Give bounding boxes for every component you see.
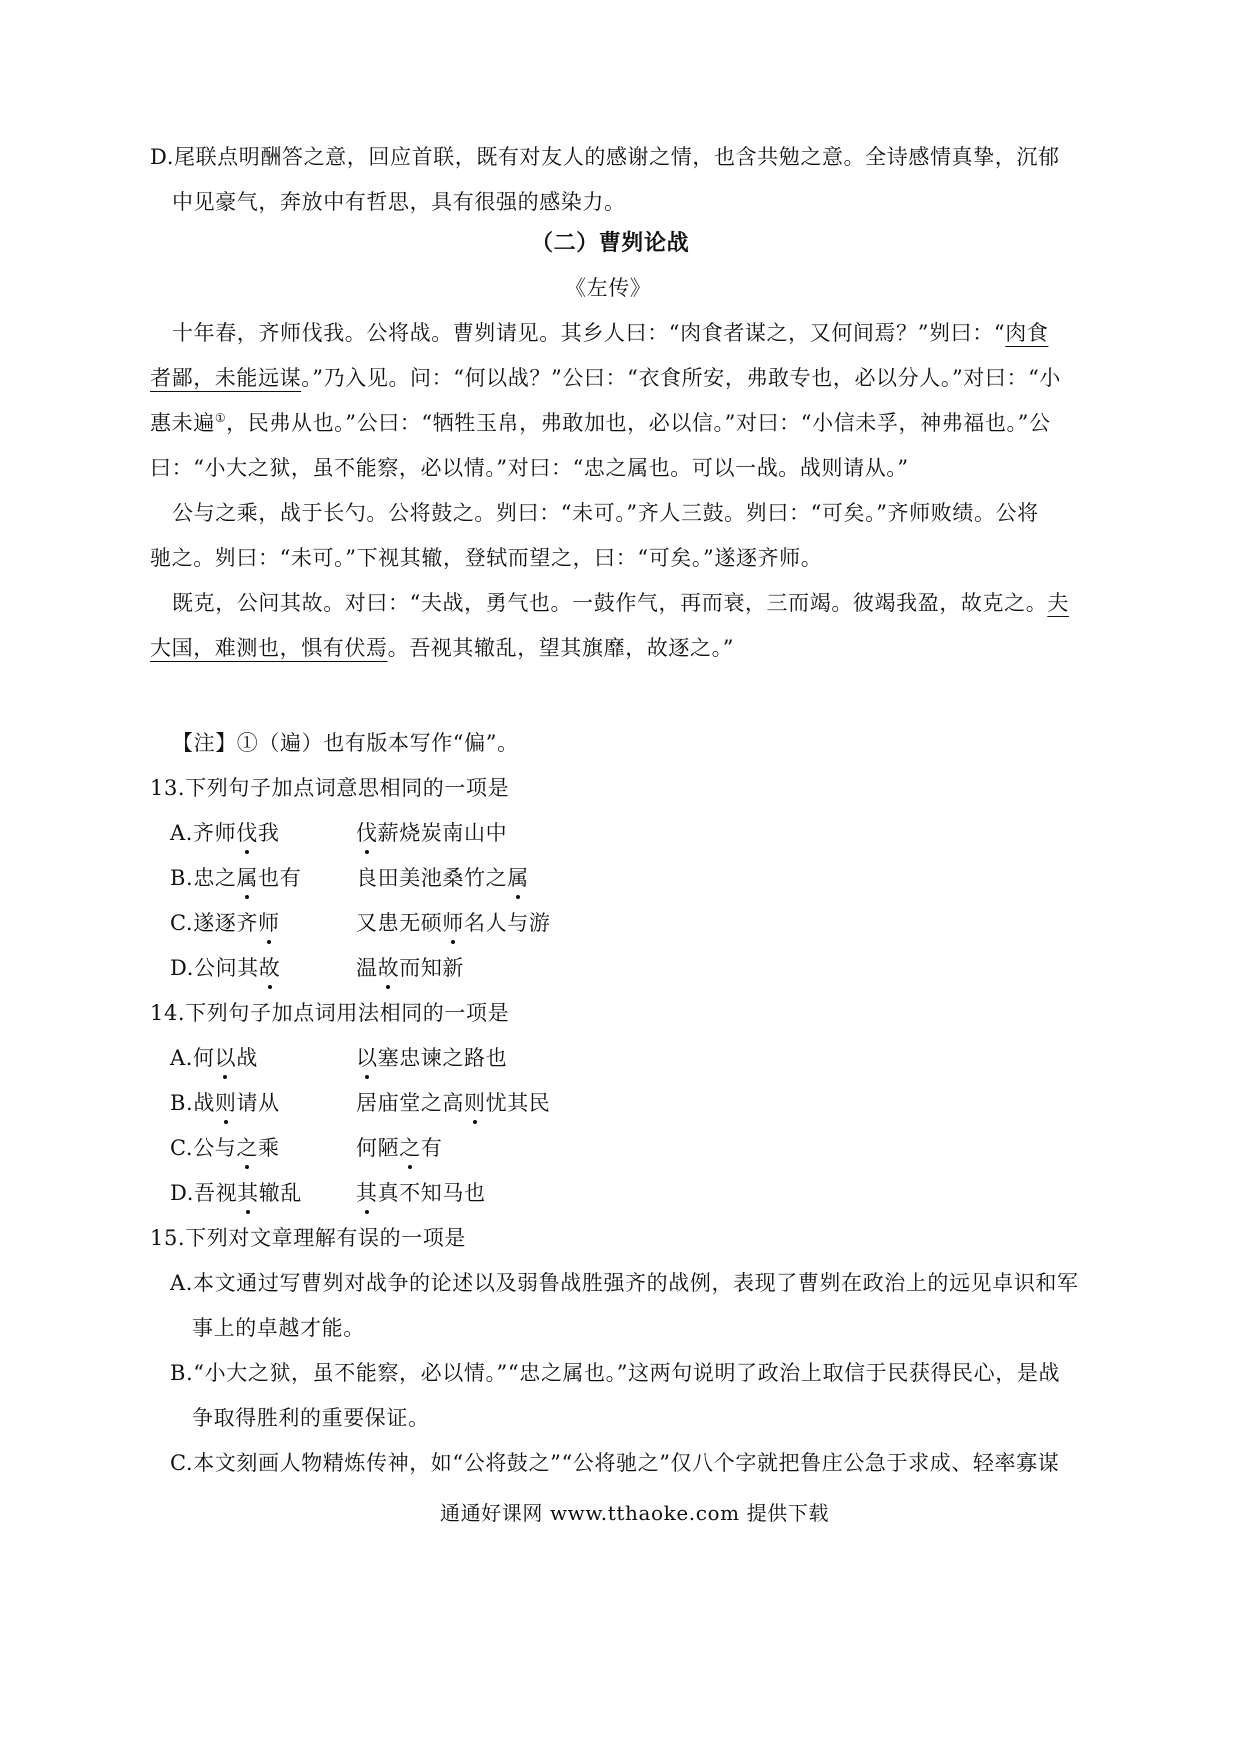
text-span: 。”乃入见。问：“何以战？”公曰：“衣食所安，弗敢专也，必以分人。”对曰：“小	[301, 366, 1062, 390]
text-span: 何	[193, 1046, 215, 1070]
passage-source: 《左传》	[565, 276, 652, 300]
text-span: 名人与游	[464, 911, 551, 935]
dotted-word: 故	[378, 953, 400, 983]
dotted-word: 则	[464, 1088, 486, 1118]
option-label: C.	[170, 1136, 194, 1160]
option-label: A.	[170, 1046, 194, 1070]
passage-p1-line2	[150, 363, 1061, 393]
dotted-word: 以	[215, 1043, 237, 1073]
text-span: 又患无硕	[356, 911, 443, 935]
underlined-text: 肉食	[1005, 321, 1049, 345]
text-span: 公问其	[193, 956, 259, 980]
text-span: 惠未遍	[150, 411, 215, 435]
text-span: 既克，公问其故。对曰：“夫战，勇气也。一鼓作气，再而衰，三而竭。彼竭我盈，故克之。	[172, 591, 1048, 615]
passage-p1-line3	[150, 408, 1051, 438]
text-span: 乘	[258, 1136, 280, 1160]
prev-option-d-line2: 中见豪气，奔放中有哲思，具有很强的感染力。	[172, 190, 626, 214]
text-span: 战	[236, 1046, 258, 1070]
q14-stem: 14.下列句子加点词用法相同的一项是	[150, 1001, 510, 1025]
option-right-phrase	[356, 818, 507, 848]
passage-p1-line1	[172, 318, 1048, 348]
option-label: C.	[170, 911, 194, 935]
text-span: 忠之	[193, 866, 237, 890]
text-span: 遂逐齐	[193, 911, 259, 935]
q15-stem: 15.下列对文章理解有误的一项是	[150, 1226, 466, 1250]
dotted-word: 则	[215, 1088, 237, 1118]
q13-stem: 13.下列句子加点词意思相同的一项是	[150, 776, 510, 800]
dotted-word: 伐	[356, 818, 378, 848]
option-right-phrase	[356, 1043, 507, 1073]
text-span: 温	[356, 956, 378, 980]
option-label: D.	[170, 956, 194, 980]
text-span: ，民弗从也。”公曰：“牺牲玉帛，弗敢加也，必以信。”对曰：“小信未孚，神弗福也。”公	[226, 411, 1051, 435]
option-left-phrase	[170, 1088, 280, 1118]
dotted-word: 其	[356, 1178, 378, 1208]
q15-option-a-line2: 事上的卓越才能。	[192, 1316, 365, 1340]
option-left-phrase	[170, 863, 301, 893]
passage-p1-line4: 曰：“小大之狱，虽不能察，必以情。”对曰：“忠之属也。可以一战。战则请从。”	[150, 456, 909, 480]
text-span: 有	[420, 1136, 443, 1160]
option-label: A.	[170, 821, 194, 845]
text-span: 公与	[193, 1136, 237, 1160]
q15-option-b-line1: B.“小大之狱，虽不能察，必以情。”“忠之属也。”这两句说明了政治上取信于民获得民心，是战	[170, 1361, 1061, 1385]
q15-option-b-line2: 争取得胜利的重要保证。	[192, 1406, 430, 1430]
text-span: 忧其民	[485, 1091, 551, 1115]
text-span: 十年春，齐师伐我。公将战。曹刿请见。其乡人曰：“肉食者谋之，又何间焉？”刿曰：“	[172, 321, 1006, 345]
passage-note: 【注】①（遍）也有版本写作“偏”。	[172, 731, 519, 755]
option-left-phrase	[170, 1133, 280, 1163]
text-span: 居庙堂之高	[356, 1091, 464, 1115]
dotted-word: 师	[258, 908, 280, 938]
text-span: 良田美池桑竹之	[356, 866, 508, 890]
option-right-phrase	[356, 1133, 442, 1163]
prev-option-d-line1: D.尾联点明酬答之意，回应首联，既有对友人的感谢之情，也含共勉之意。全诗感情真挚，沉郁	[150, 145, 1060, 169]
text-span: 辙乱	[258, 1181, 302, 1205]
dotted-word: 故	[259, 953, 281, 983]
option-left-phrase	[170, 1178, 302, 1208]
text-span: 。吾视其辙乱，望其旗靡，故逐之。”	[387, 636, 735, 660]
underlined-text: 夫	[1047, 591, 1069, 615]
dotted-word: 之	[236, 1133, 258, 1163]
option-left-phrase	[170, 908, 280, 938]
q15-option-c-line1: C.本文刻画人物精炼传神，如“公将鼓之”“公将驰之”仅八个字就把鲁庄公急于求成、轻率寡谋	[170, 1451, 1060, 1475]
text-span: 真不知马也	[377, 1181, 486, 1205]
dotted-word: 之	[399, 1133, 421, 1163]
underlined-text: 大国，难测也，惧有伏焉	[150, 636, 388, 660]
option-label: B.	[170, 1091, 194, 1115]
dotted-word: 师	[442, 908, 464, 938]
dotted-word: 以	[356, 1043, 378, 1073]
passage-title: （二）曹刿论战	[531, 230, 690, 256]
text-span: 请从	[236, 1091, 280, 1115]
dotted-word: 其	[237, 1178, 259, 1208]
option-left-phrase	[170, 818, 279, 848]
text-span: 塞忠谏之路也	[377, 1046, 508, 1070]
dotted-word: 属	[237, 863, 259, 893]
text-span: 薪烧炭南山中	[377, 821, 508, 845]
passage-p3-line2	[150, 633, 734, 663]
footnote-marker: ①	[214, 411, 227, 425]
text-span: 战	[193, 1091, 215, 1115]
q15-option-a-line1: A.本文通过写曹刿对战争的论述以及弱鲁战胜强齐的战例，表现了曹刿在政治上的远见卓识和军	[170, 1271, 1079, 1295]
option-left-phrase	[170, 953, 280, 983]
passage-p2-line1: 公与之乘，战于长勺。公将鼓之。刿曰：“未可。”齐人三鼓。刿曰：“可矣。”齐师败绩。公将	[172, 501, 1039, 525]
option-right-phrase	[356, 1088, 550, 1118]
page-footer: 通通好课网 www.tthaoke.com 提供下载	[440, 1501, 830, 1525]
dotted-word: 属	[507, 863, 529, 893]
text-span: 而知新	[399, 956, 465, 980]
option-right-phrase	[356, 863, 529, 893]
underlined-text: 者鄙，未能远谋	[150, 366, 302, 390]
option-left-phrase	[170, 1043, 258, 1073]
option-right-phrase	[356, 1178, 486, 1208]
option-label: D.	[170, 1181, 194, 1205]
option-label: B.	[170, 866, 194, 890]
text-span: 我	[257, 821, 280, 845]
text-span: 齐师	[193, 821, 237, 845]
dotted-word: 伐	[236, 818, 258, 848]
option-right-phrase	[356, 908, 550, 938]
passage-p2-line2: 驰之。刿曰：“未可。”下视其辙，登轼而望之，曰：“可矣。”遂逐齐师。	[150, 546, 823, 570]
text-span: 何陋	[356, 1136, 400, 1160]
text-span: 也有	[258, 866, 302, 890]
passage-p3-line1	[172, 588, 1069, 618]
text-span: 吾视	[193, 1181, 238, 1205]
option-right-phrase	[356, 953, 464, 983]
